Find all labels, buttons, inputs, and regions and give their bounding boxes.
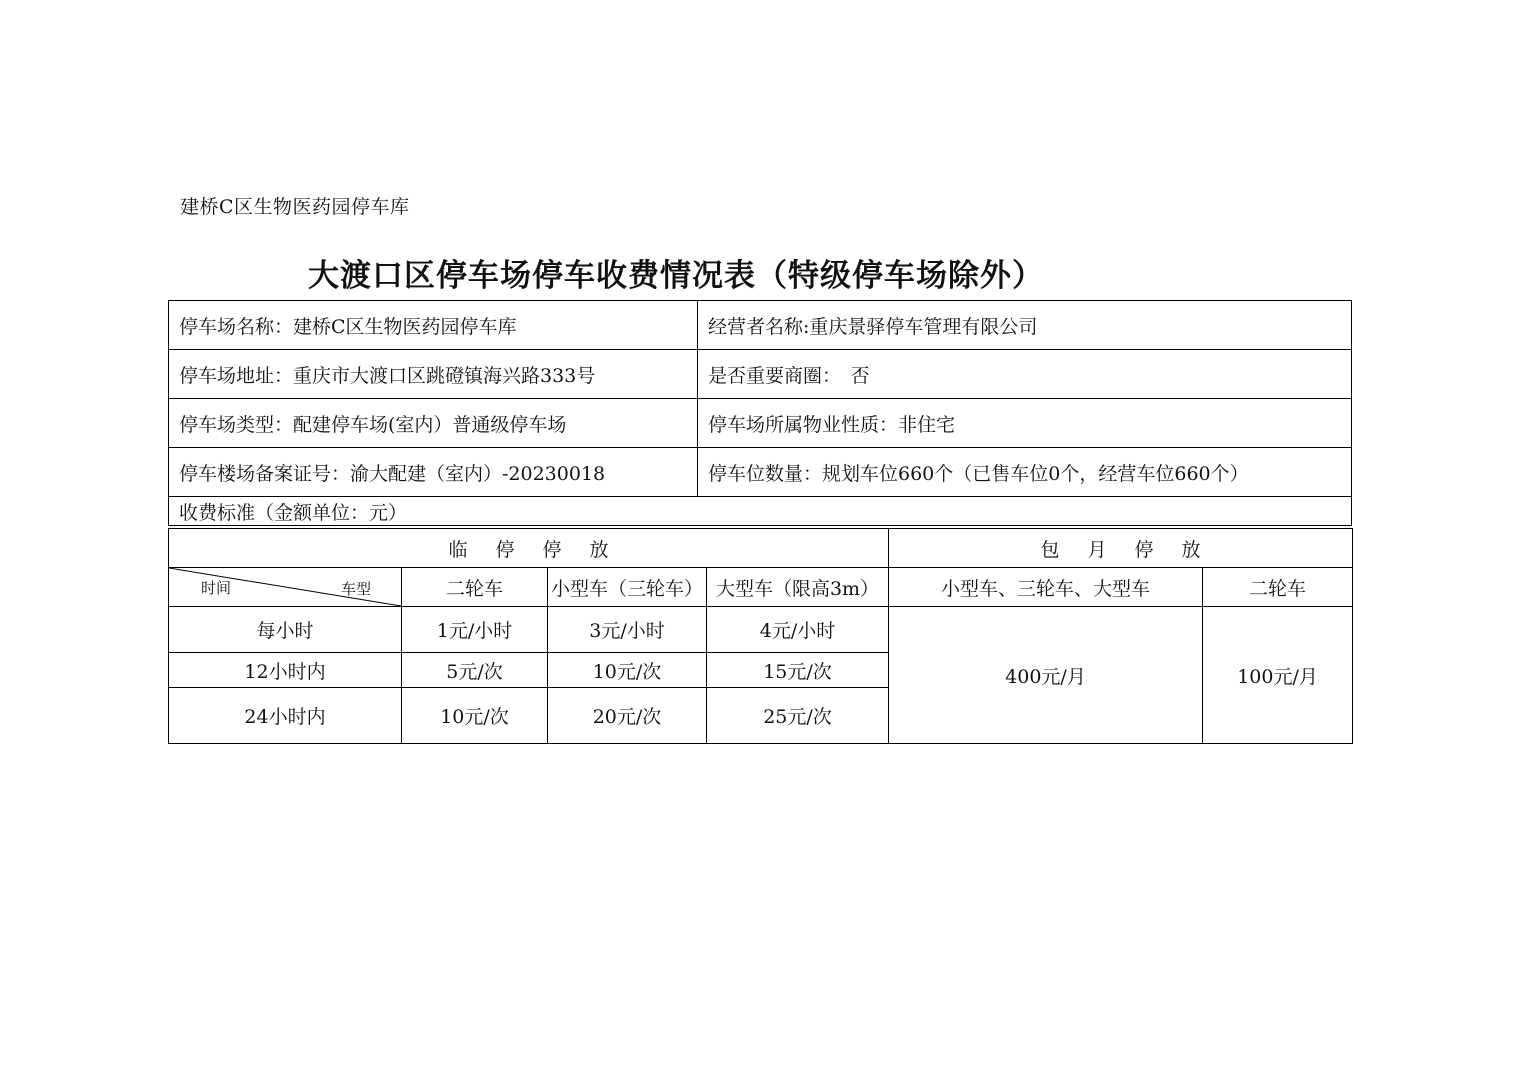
lot-info-table: [168, 300, 1352, 526]
col-monthly-two-wheeler: 二轮车: [1203, 568, 1353, 607]
corner-type-label: 车型: [340, 580, 371, 598]
monthly-parking-header: 包月停放: [889, 529, 1353, 568]
info-row: [169, 399, 1352, 448]
info-row: [169, 497, 1352, 526]
price-cell: 25元/次: [707, 688, 889, 744]
period-cell: 24小时内: [169, 688, 402, 744]
price-cell: 10元/次: [548, 653, 707, 688]
col-two-wheeler: 二轮车: [402, 568, 548, 607]
price-cell: 3元/小时: [548, 607, 707, 653]
price-cell: 15元/次: [707, 653, 889, 688]
price-cell: 20元/次: [548, 688, 707, 744]
fee-table: [168, 528, 1353, 744]
property-cell: 停车场所属物业性质：非住宅: [698, 399, 1352, 448]
price-cell: 4元/小时: [707, 607, 889, 653]
section-header-row: [169, 529, 1353, 568]
monthly-cars-price: 400元/月: [889, 607, 1203, 744]
temporary-parking-header: 临停停放: [169, 529, 889, 568]
corner-time-label: 时间: [201, 579, 232, 597]
lot-name-header: 建桥C区生物医药园停车库: [180, 196, 410, 218]
price-cell: 1元/小时: [402, 607, 548, 653]
lot-name-cell: 停车场名称：建桥C区生物医药园停车库: [169, 301, 698, 350]
price-cell: 5元/次: [402, 653, 548, 688]
period-cell: 12小时内: [169, 653, 402, 688]
price-cell: 10元/次: [402, 688, 548, 744]
table-row: [169, 607, 1353, 653]
lot-type-cell: 停车场类型：配建停车场(室内）普通级停车场: [169, 399, 698, 448]
col-monthly-cars: 小型车、三轮车、大型车: [889, 568, 1203, 607]
fee-standard-cell: 收费标准（金额单位：元）: [169, 497, 1352, 526]
monthly-two-wheeler-price: 100元/月: [1203, 607, 1353, 744]
col-large-car: 大型车（限高3m）: [707, 568, 889, 607]
operator-cell: 经营者名称:重庆景驿停车管理有限公司: [698, 301, 1352, 350]
info-row: [169, 448, 1352, 497]
col-small-car: 小型车（三轮车）: [548, 568, 707, 607]
key-business-cell: 是否重要商圈： 否: [698, 350, 1352, 399]
address-cell: 停车场地址：重庆市大渡口区跳磴镇海兴路333号: [169, 350, 698, 399]
document-title: 大渡口区停车场停车收费情况表（特级停车场除外）: [308, 258, 1044, 294]
corner-header: [169, 568, 402, 607]
info-row: [169, 350, 1352, 399]
record-number-cell: 停车楼场备案证号：渝大配建（室内）-20230018: [169, 448, 698, 497]
column-header-row: [169, 568, 1353, 607]
period-cell: 每小时: [169, 607, 402, 653]
info-row: [169, 301, 1352, 350]
spaces-cell: 停车位数量：规划车位660个（已售车位0个，经营车位660个）: [698, 448, 1352, 497]
